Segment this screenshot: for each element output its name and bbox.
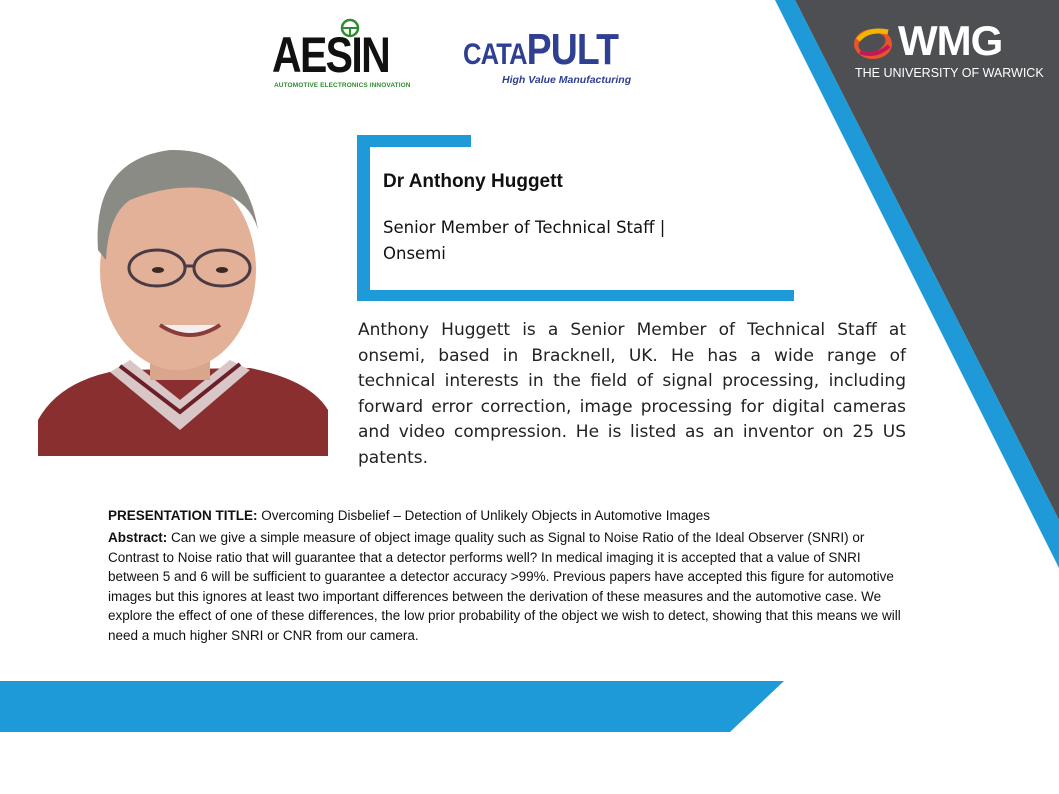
catapult-tagline: High Value Manufacturing [502, 74, 632, 86]
presentation-title-label: PRESENTATION TITLE: [108, 508, 258, 523]
wmg-tagline: THE UNIVERSITY OF WARWICK [855, 66, 1044, 80]
aesin-tagline: AUTOMOTIVE ELECTRONICS INNOVATION [274, 82, 411, 89]
abstract [108, 528, 908, 645]
wmg-logo-icon [854, 29, 892, 59]
speaker-role: Senior Member of Technical Staff | Onsemi [383, 218, 666, 263]
abstract-label: Abstract: [108, 530, 168, 545]
speaker-name: Dr Anthony Huggett [383, 171, 563, 192]
wmg-logo: WMG [898, 17, 1003, 64]
presentation-title-text: Overcoming Disbelief – Detection of Unlikely Objects in Automotive Images [261, 508, 710, 523]
speaker-photo [38, 140, 328, 456]
abstract-text: Can we give a simple measure of object image quality such as Signal to Noise Ratio of the Ideal Observer (SNRI) or Contrast to Noise ratio that will guarantee that a detector performs well? In medical imaging it is accepted that a value of SNRI between 5 and 6 will be sufficient to guarantee a detector accuracy >99%. Previous papers have accepted this figure for automotive images but this ignores at least two important differences between the derivation of these measures and the automotive case. We explore the effect of one of these differences, the low prior probability of the object we wish to detect, showing that this means we will need a much higher SNRI or CNR from our camera. [108, 530, 901, 643]
speaker-bio: Anthony Huggett is a Senior Member of Technical Staff at onsemi, based in Bracknell, UK. He has a wide range of technical interests in the field of signal processing, including forward error correction, image processing for digital cameras and video compression. He is listed as an inventor on 25 US patents. [358, 320, 906, 468]
presentation-title [108, 506, 908, 525]
bottom-blue-banner [0, 681, 784, 732]
catapult-logo: CATAPULT [463, 25, 619, 74]
aesin-logo: AESIN [272, 27, 390, 83]
